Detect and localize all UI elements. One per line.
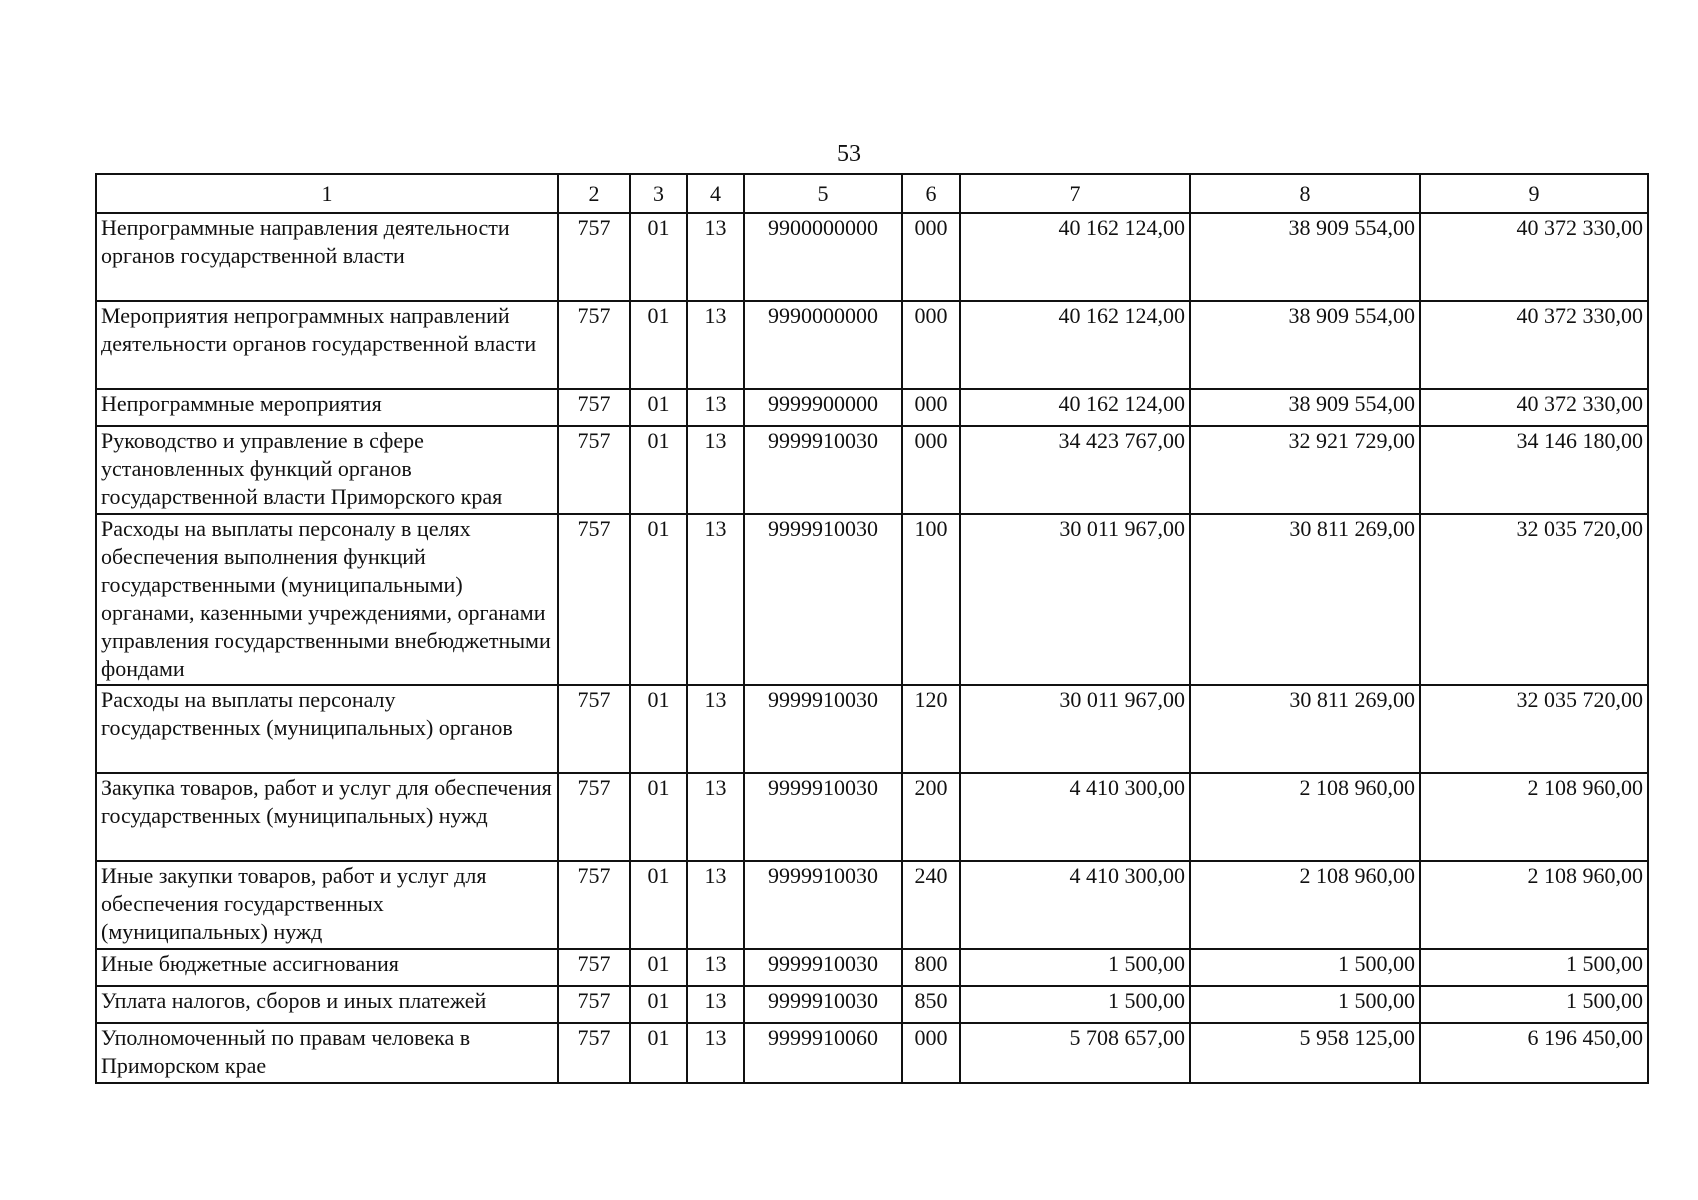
row-section-cell: 01 (630, 514, 687, 685)
row-expense-type-cell: 000 (902, 389, 960, 426)
row-subsection-cell: 13 (687, 1023, 744, 1083)
row-subsection-cell: 13 (687, 861, 744, 949)
row-amount-cell: 1 500,00 (960, 949, 1190, 986)
row-target-article-cell: 9999910030 (744, 685, 902, 773)
row-name-cell: Уполномоченный по правам человека в Приморском крае (96, 1023, 558, 1083)
row-expense-type-cell: 200 (902, 773, 960, 861)
row-amount-cell: 32 035 720,00 (1420, 514, 1648, 685)
row-expense-type-cell: 120 (902, 685, 960, 773)
row-code-cell: 757 (558, 213, 630, 301)
table-row (96, 389, 1648, 426)
row-subsection-cell: 13 (687, 986, 744, 1023)
row-amount-cell: 30 811 269,00 (1190, 685, 1420, 773)
table-header-row (96, 174, 1648, 213)
row-code-cell: 757 (558, 389, 630, 426)
row-subsection-cell: 13 (687, 949, 744, 986)
row-subsection-cell: 13 (687, 213, 744, 301)
row-expense-type-cell: 000 (902, 1023, 960, 1083)
row-expense-type-cell: 000 (902, 213, 960, 301)
row-code-cell: 757 (558, 301, 630, 389)
column-header: 5 (744, 174, 902, 213)
row-section-cell: 01 (630, 426, 687, 514)
row-section-cell: 01 (630, 949, 687, 986)
row-target-article-cell: 9999910030 (744, 514, 902, 685)
row-amount-cell: 1 500,00 (1190, 986, 1420, 1023)
row-amount-cell: 1 500,00 (1420, 986, 1648, 1023)
row-section-cell: 01 (630, 213, 687, 301)
row-name-cell: Иные закупки товаров, работ и услуг для обеспечения государственных (муниципальных) нужд (96, 861, 558, 949)
row-expense-type-cell: 850 (902, 986, 960, 1023)
row-amount-cell: 40 372 330,00 (1420, 301, 1648, 389)
column-header: 2 (558, 174, 630, 213)
row-amount-cell: 40 372 330,00 (1420, 213, 1648, 301)
row-amount-cell: 40 162 124,00 (960, 389, 1190, 426)
row-amount-cell: 38 909 554,00 (1190, 301, 1420, 389)
row-name-cell: Расходы на выплаты персоналу в целях обеспечения выполнения функций государственными (муниципальными) органами, казенными учреждениями, органами управления государственными внебюджетными фондами (96, 514, 558, 685)
row-section-cell: 01 (630, 861, 687, 949)
row-amount-cell: 38 909 554,00 (1190, 213, 1420, 301)
table-row (96, 426, 1648, 514)
column-header: 4 (687, 174, 744, 213)
row-target-article-cell: 9999900000 (744, 389, 902, 426)
row-amount-cell: 32 035 720,00 (1420, 685, 1648, 773)
row-code-cell: 757 (558, 986, 630, 1023)
row-expense-type-cell: 800 (902, 949, 960, 986)
row-code-cell: 757 (558, 514, 630, 685)
row-name-cell: Иные бюджетные ассигнования (96, 949, 558, 986)
column-header: 9 (1420, 174, 1648, 213)
row-section-cell: 01 (630, 986, 687, 1023)
table-row (96, 986, 1648, 1023)
row-name-cell: Закупка товаров, работ и услуг для обеспечения государственных (муниципальных) нужд (96, 773, 558, 861)
row-subsection-cell: 13 (687, 301, 744, 389)
row-amount-cell: 1 500,00 (1190, 949, 1420, 986)
budget-table (95, 173, 1649, 1084)
row-code-cell: 757 (558, 1023, 630, 1083)
row-target-article-cell: 9999910030 (744, 861, 902, 949)
row-code-cell: 757 (558, 426, 630, 514)
row-amount-cell: 30 011 967,00 (960, 514, 1190, 685)
row-amount-cell: 30 011 967,00 (960, 685, 1190, 773)
row-section-cell: 01 (630, 1023, 687, 1083)
row-expense-type-cell: 100 (902, 514, 960, 685)
row-amount-cell: 40 162 124,00 (960, 213, 1190, 301)
row-amount-cell: 2 108 960,00 (1420, 861, 1648, 949)
row-subsection-cell: 13 (687, 426, 744, 514)
row-target-article-cell: 9900000000 (744, 213, 902, 301)
table-row (96, 773, 1648, 861)
row-target-article-cell: 9999910030 (744, 426, 902, 514)
row-name-cell: Непрограммные мероприятия (96, 389, 558, 426)
row-code-cell: 757 (558, 949, 630, 986)
table-row (96, 1023, 1648, 1083)
row-amount-cell: 34 423 767,00 (960, 426, 1190, 514)
row-section-cell: 01 (630, 773, 687, 861)
row-name-cell: Мероприятия непрограммных направлений деятельности органов государственной власти (96, 301, 558, 389)
row-amount-cell: 5 958 125,00 (1190, 1023, 1420, 1083)
row-amount-cell: 32 921 729,00 (1190, 426, 1420, 514)
row-amount-cell: 38 909 554,00 (1190, 389, 1420, 426)
row-target-article-cell: 9999910030 (744, 773, 902, 861)
row-section-cell: 01 (630, 389, 687, 426)
row-subsection-cell: 13 (687, 514, 744, 685)
row-target-article-cell: 9999910030 (744, 986, 902, 1023)
column-header: 1 (96, 174, 558, 213)
row-section-cell: 01 (630, 685, 687, 773)
row-subsection-cell: 13 (687, 773, 744, 861)
table-row (96, 514, 1648, 685)
row-name-cell: Руководство и управление в сфере установленных функций органов государственной власти Приморского края (96, 426, 558, 514)
row-amount-cell: 5 708 657,00 (960, 1023, 1190, 1083)
row-amount-cell: 2 108 960,00 (1190, 861, 1420, 949)
row-amount-cell: 2 108 960,00 (1420, 773, 1648, 861)
row-amount-cell: 4 410 300,00 (960, 861, 1190, 949)
row-target-article-cell: 9990000000 (744, 301, 902, 389)
row-name-cell: Расходы на выплаты персоналу государственных (муниципальных) органов (96, 685, 558, 773)
row-name-cell: Непрограммные направления деятельности органов государственной власти (96, 213, 558, 301)
row-amount-cell: 1 500,00 (1420, 949, 1648, 986)
column-header: 6 (902, 174, 960, 213)
row-amount-cell: 40 372 330,00 (1420, 389, 1648, 426)
row-subsection-cell: 13 (687, 389, 744, 426)
row-target-article-cell: 9999910060 (744, 1023, 902, 1083)
row-expense-type-cell: 000 (902, 426, 960, 514)
row-amount-cell: 1 500,00 (960, 986, 1190, 1023)
column-header: 8 (1190, 174, 1420, 213)
row-amount-cell: 34 146 180,00 (1420, 426, 1648, 514)
row-amount-cell: 30 811 269,00 (1190, 514, 1420, 685)
page-number: 53 (837, 141, 861, 167)
row-amount-cell: 40 162 124,00 (960, 301, 1190, 389)
column-header: 3 (630, 174, 687, 213)
row-amount-cell: 4 410 300,00 (960, 773, 1190, 861)
row-expense-type-cell: 000 (902, 301, 960, 389)
row-code-cell: 757 (558, 685, 630, 773)
row-section-cell: 01 (630, 301, 687, 389)
table-row (96, 949, 1648, 986)
table-row (96, 685, 1648, 773)
row-amount-cell: 2 108 960,00 (1190, 773, 1420, 861)
table-row (96, 301, 1648, 389)
table-row (96, 861, 1648, 949)
table-row (96, 213, 1648, 301)
row-subsection-cell: 13 (687, 685, 744, 773)
row-code-cell: 757 (558, 861, 630, 949)
column-header: 7 (960, 174, 1190, 213)
row-code-cell: 757 (558, 773, 630, 861)
row-name-cell: Уплата налогов, сборов и иных платежей (96, 986, 558, 1023)
row-amount-cell: 6 196 450,00 (1420, 1023, 1648, 1083)
row-expense-type-cell: 240 (902, 861, 960, 949)
row-target-article-cell: 9999910030 (744, 949, 902, 986)
